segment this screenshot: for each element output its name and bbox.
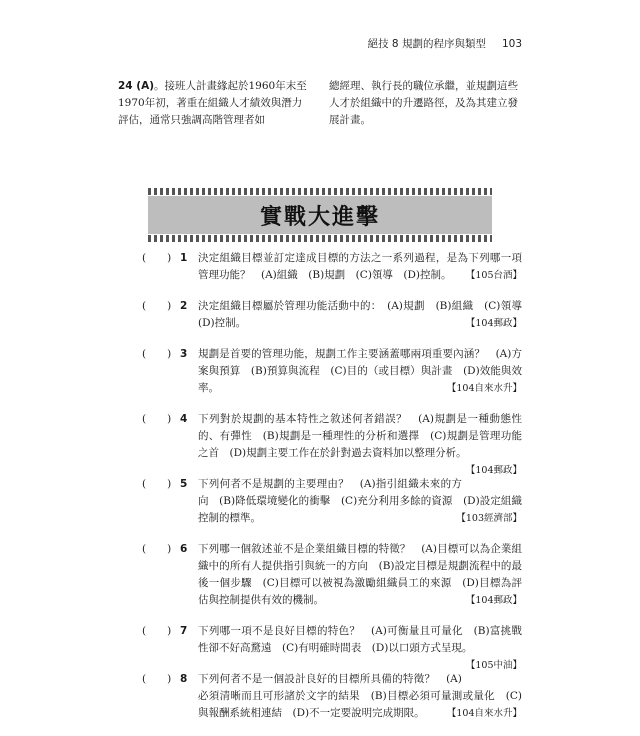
question-text xyxy=(198,411,522,476)
question-body: 下列何者不是規劃的主要理由？ (A)指引組織未來的方向 (B)降低環境變化的衝擊 (C)充分利用多餘的資源 (D)設定組織控制的標準。 xyxy=(198,478,522,524)
question-number: 3 xyxy=(180,348,188,360)
banner-pattern-top xyxy=(148,188,492,195)
answer-blank: ( ) xyxy=(142,413,172,425)
question-text xyxy=(198,346,522,397)
question-item xyxy=(142,623,522,671)
banner-band xyxy=(148,196,492,234)
question-item xyxy=(142,346,522,397)
question-number: 8 xyxy=(180,673,188,685)
question-source: 【103經濟部】 xyxy=(456,513,522,524)
question-source: 【104自來水升】 xyxy=(446,708,522,719)
question-text xyxy=(198,476,522,527)
question-number: 2 xyxy=(180,300,188,312)
answer-blank: ( ) xyxy=(142,252,172,264)
section-banner xyxy=(148,188,492,242)
banner-pattern-bottom xyxy=(148,235,492,242)
question-source: 【105台酒】 xyxy=(465,270,522,281)
question-item xyxy=(142,298,533,332)
answer-number: 24 (A) xyxy=(118,80,154,92)
question-body: 下列哪一項不是良好目標的特色？ (A)可衡量且可量化 (B)富挑戰性卻不好高騖遠 (C)有明確時間表 (D)以口頭方式呈現。 xyxy=(198,625,522,654)
running-header xyxy=(368,36,522,51)
question-number: 1 xyxy=(180,252,188,264)
question-item xyxy=(142,671,522,722)
answer-blank: ( ) xyxy=(142,673,172,685)
question-list xyxy=(142,250,533,736)
question-item xyxy=(142,411,522,476)
question-number: 6 xyxy=(180,543,188,555)
answer-text-part1: 。接班人計畫緣起於1960年末至1970年初，著重在組織人才績效與潛力評估，通常只強調高階管理者如 xyxy=(118,80,307,126)
question-text xyxy=(198,671,522,722)
question-text xyxy=(198,250,522,284)
question-number: 4 xyxy=(180,413,188,425)
question-source: 【104郵政】 xyxy=(465,595,522,606)
question-number: 5 xyxy=(180,478,188,490)
question-number: 7 xyxy=(180,625,188,637)
question-body: 下列哪一個敘述並不是企業組織目標的特徵？ (A)目標可以為企業組織中的所有人提供指引與統一的方向 (B)設定目標是規劃流程中的最後一個步驟 (C)目標可以被視為激勵組織員工的來源 (D)目標為評估與控制提供有效的機制。 xyxy=(198,543,522,606)
answer-blank: ( ) xyxy=(142,478,172,490)
question-body: 決定組織目標屬於管理功能活動中的： (A)規劃 (B)組織 (C)領導 (D)控制。 xyxy=(198,300,533,329)
answer-blank: ( ) xyxy=(142,300,172,312)
answer-column-left xyxy=(118,78,311,129)
answer-blank: ( ) xyxy=(142,348,172,360)
question-text xyxy=(198,623,522,671)
chapter-title: 絕技 8 規劃的程序與類型 xyxy=(367,38,486,50)
question-text xyxy=(198,298,533,332)
answer-explanation xyxy=(118,78,522,129)
question-body: 決定組織目標並訂定達成目標的方法之一系列過程，是為下列哪一項管理功能？ (A)組織 (B)規劃 (C)領導 (D)控制。 xyxy=(198,252,522,281)
question-body: 下列何者不是一個設計良好的目標所具備的特徵？ (A)必須清晰而且可形諸於文字的結果 (B)目標必須可量測或量化 (C)與報酬系統相連結 (D)不一定要說明完成期限。 xyxy=(198,673,522,719)
section-title: 實戰大進擊 xyxy=(259,204,380,230)
question-item xyxy=(142,541,522,609)
answer-text-part2: 總經理、執行長的職位承繼，並規劃這些人才於組織中的升遷路徑，及為其建立發展計畫。 xyxy=(329,80,518,126)
page-number: 103 xyxy=(501,38,522,50)
answer-blank: ( ) xyxy=(142,625,172,637)
answer-blank: ( ) xyxy=(142,543,172,555)
question-source: 【104自來水升】 xyxy=(446,383,522,394)
question-item xyxy=(142,476,522,527)
question-text xyxy=(198,541,522,609)
question-body: 規劃是首要的管理功能，規劃工作主要涵蓋哪兩項重要內涵？ (A)方案與預算 (B)預算與流程 (C)目的（或目標）與計畫 (D)效能與效率。 xyxy=(198,348,522,394)
question-item xyxy=(142,250,522,284)
question-source: 【104郵政】 xyxy=(465,318,522,329)
question-body: 下列對於規劃的基本特性之敘述何者錯誤？ (A)規劃是一種動態性的、有彈性 (B)規劃是一種理性的分析和選擇 (C)規劃是管理功能之首 (D)規劃主要工作在於針對過去資料加以整理分析。 xyxy=(198,413,522,459)
answer-column-right xyxy=(329,78,522,129)
question-source: 【104郵政】 xyxy=(465,465,522,476)
question-source: 【105中油】 xyxy=(465,660,522,671)
book-page xyxy=(118,36,533,719)
